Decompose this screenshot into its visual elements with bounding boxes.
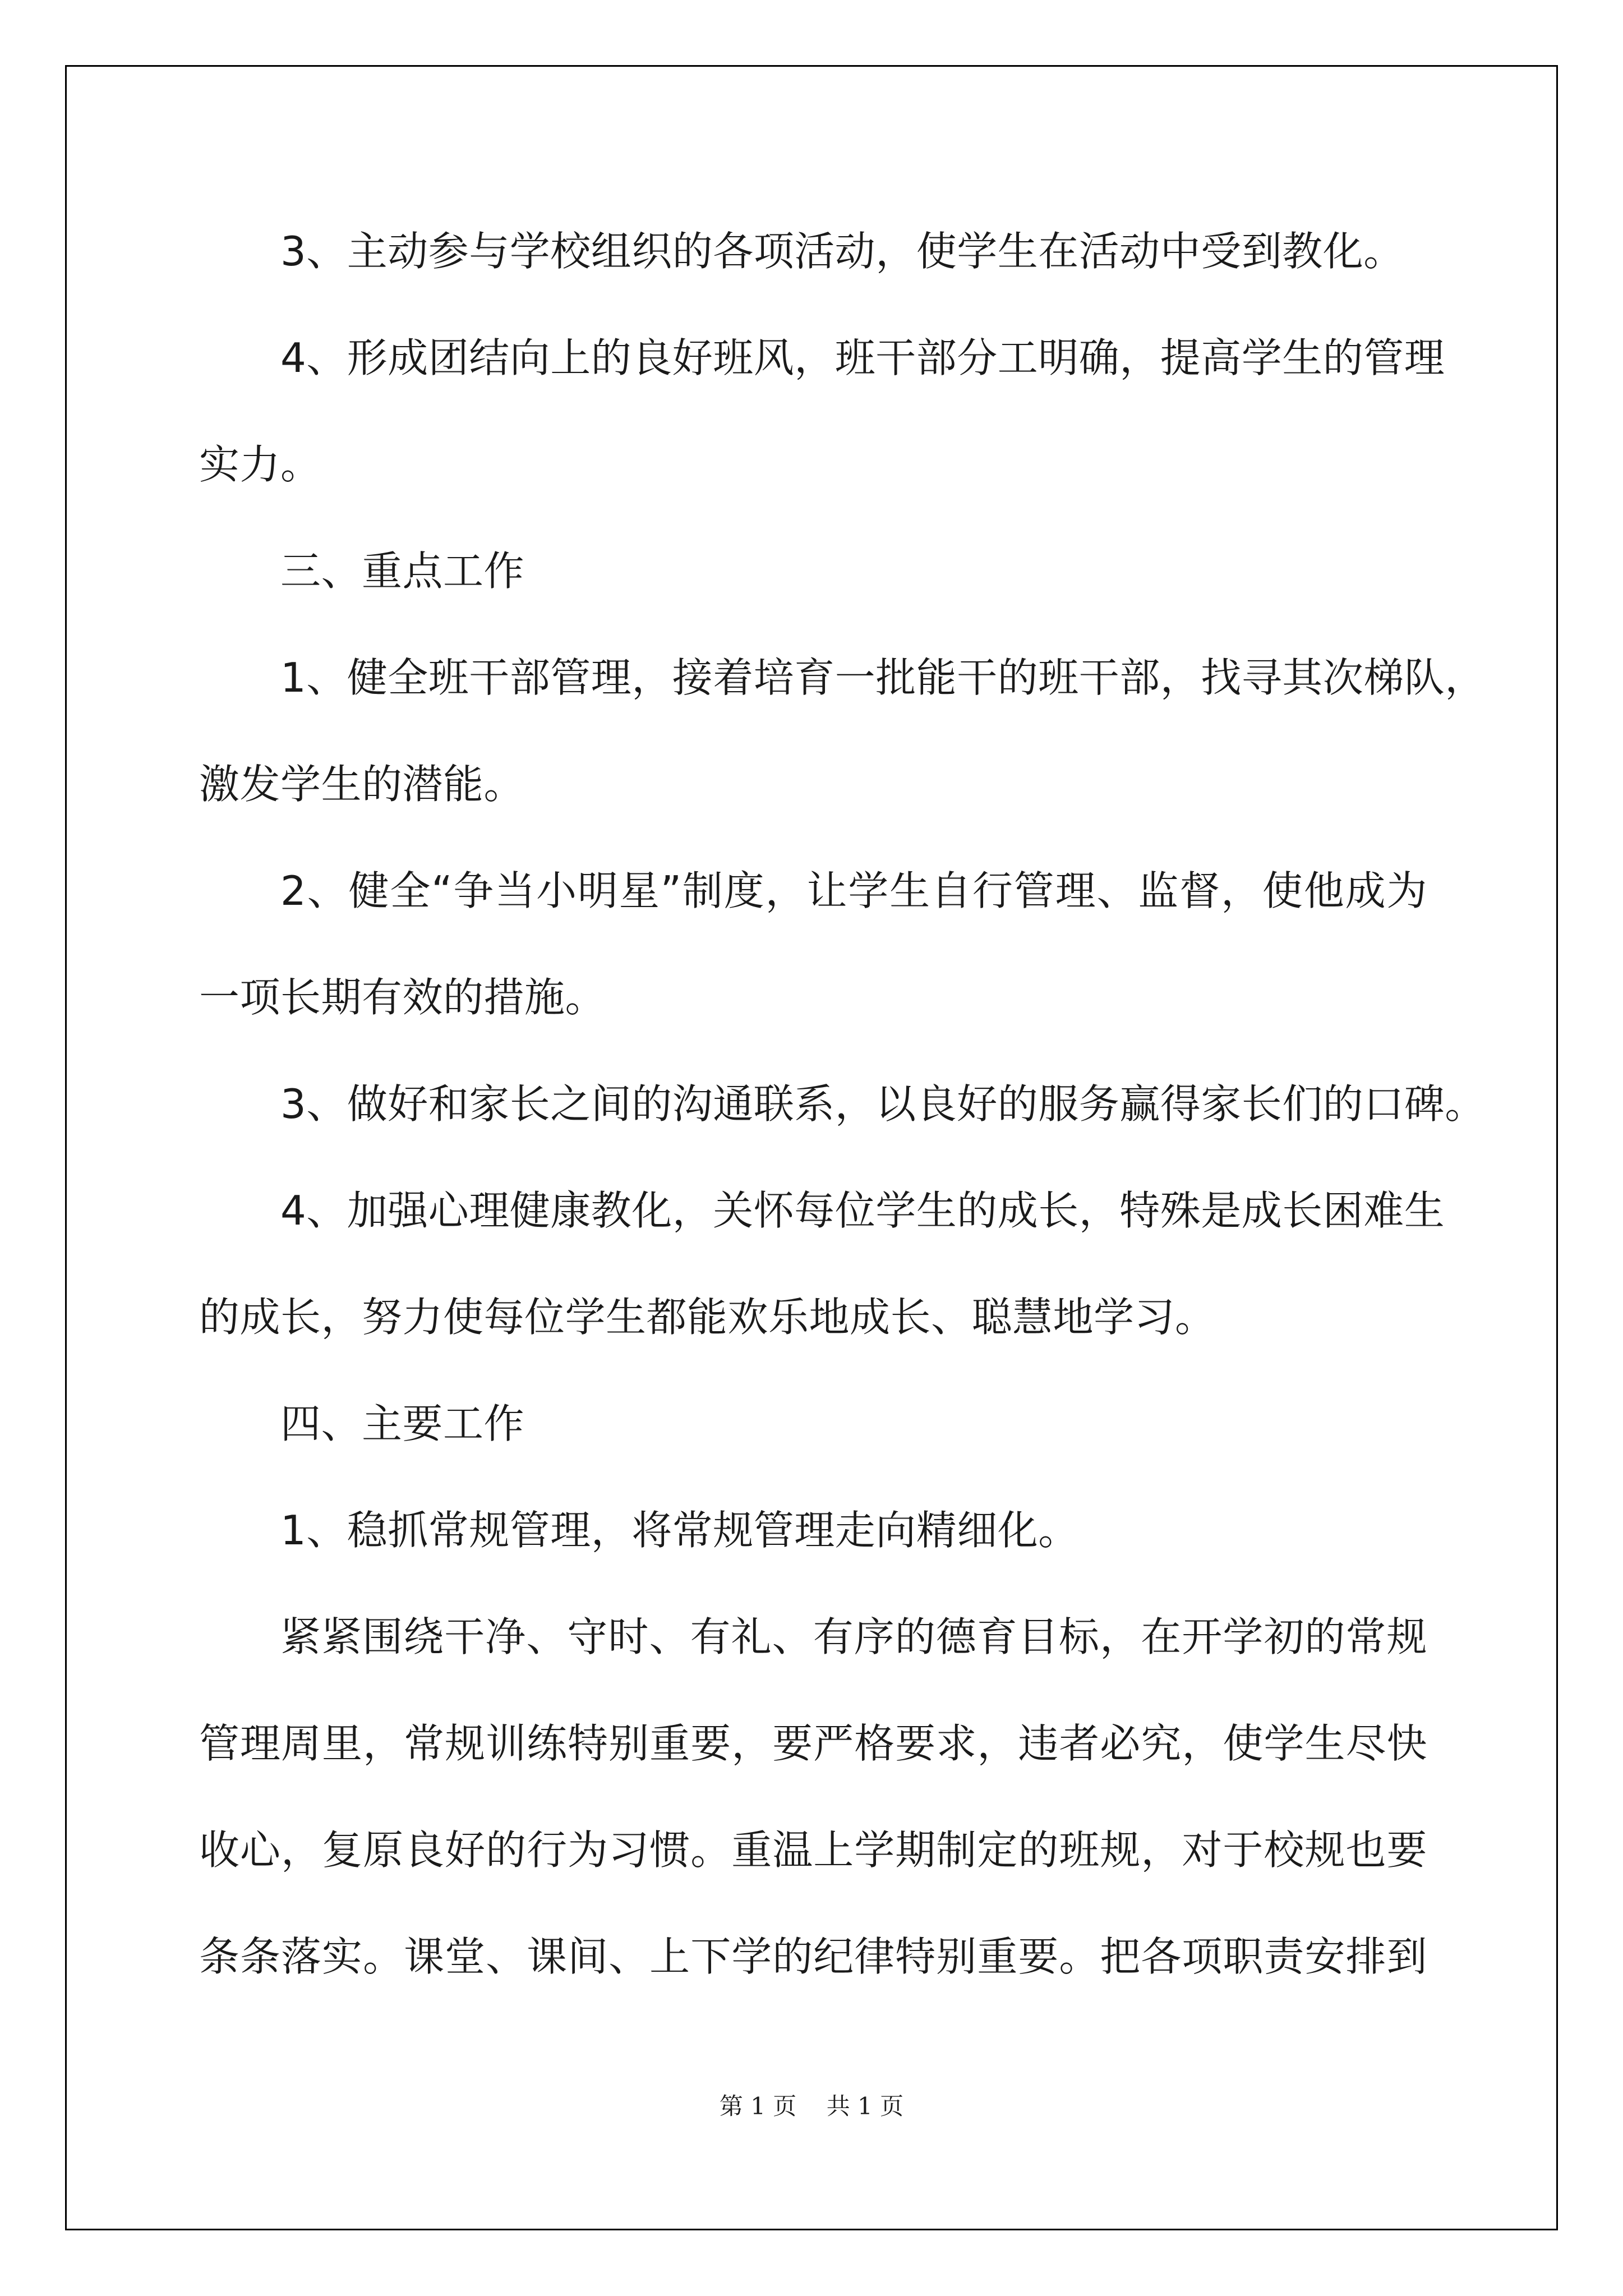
paragraph-line: 收心，复原良好的行为习惯。重温上学期制定的班规，对于校规也要 bbox=[199, 1826, 1427, 1874]
paragraph-line: 4、形成团结向上的良好班风，班干部分工明确，提高学生的管理 bbox=[280, 334, 1445, 381]
page-footer bbox=[0, 2090, 1623, 2123]
paragraph-line: 激发学生的潜能。 bbox=[199, 761, 525, 808]
paragraph-line: 2、健全“争当小明星”制度，让学生自行管理、监督，使他成为 bbox=[280, 867, 1427, 914]
paragraph-line: 3、做好和家长之间的沟通联系，以良好的服务赢得家长们的口碑。 bbox=[280, 1080, 1486, 1128]
paragraph-line: 一项长期有效的措施。 bbox=[199, 974, 606, 1021]
paragraph-line: 的成长，努力使每位学生都能欢乐地成长、聪慧地学习。 bbox=[199, 1294, 1216, 1341]
page-border bbox=[65, 65, 1558, 2230]
paragraph-line: 1、稳抓常规管理，将常规管理走向精细化。 bbox=[280, 1507, 1079, 1554]
page-number-total: 共 1 页 bbox=[826, 2092, 904, 2120]
paragraph-line: 实力。 bbox=[199, 441, 321, 488]
paragraph-line: 条条落实。课堂、课间、上下学的纪律特别重要。把各项职责安排到 bbox=[199, 1933, 1427, 1980]
paragraph-line: 3、主动参与学校组织的各项活动，使学生在活动中受到教化。 bbox=[280, 228, 1404, 275]
paragraph-line: 紧紧围绕干净、守时、有礼、有序的德育目标，在开学初的常规 bbox=[280, 1613, 1427, 1660]
page-number-current: 第 1 页 bbox=[719, 2092, 797, 2120]
paragraph-line: 1、健全班干部管理，接着培育一批能干的班干部，找寻其次梯队， bbox=[280, 654, 1486, 701]
section-heading: 三、重点工作 bbox=[280, 547, 525, 595]
paragraph-line: 管理周里，常规训练特别重要，要严格要求，违者必究，使学生尽快 bbox=[199, 1720, 1427, 1767]
section-heading: 四、主要工作 bbox=[280, 1400, 525, 1447]
paragraph-line: 4、加强心理健康教化，关怀每位学生的成长，特殊是成长困难生 bbox=[280, 1187, 1445, 1234]
